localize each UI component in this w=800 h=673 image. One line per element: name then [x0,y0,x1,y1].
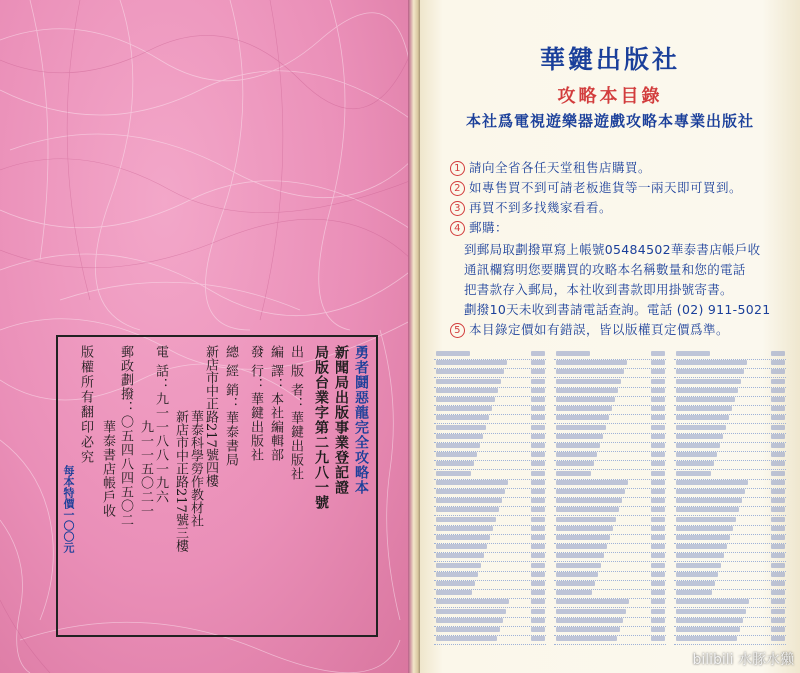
distributor-line: 總 經 銷：華泰書局 [223,345,238,468]
instruction-4: 4 郵購： [450,218,508,236]
agency-name: 華泰科學勞作教材社 [188,410,203,527]
license-number: 局版台業字第二九八一號 [313,345,329,510]
distributor-address: 新店市中正路217號四樓 [203,345,218,487]
issuer-line: 發 行：華鍵出版社 [248,345,263,463]
editor-line: 編 譯：本社編輯部 [268,345,283,463]
publisher-line: 出 版 者：華鍵出版社 [288,345,303,482]
catalog-column-1 [434,350,546,645]
instruction-3: 3 再買不到多找幾家看看。 [450,198,612,216]
mail-order-line-1: 到郵局取劃撥單寫上帳號05484502華泰書店帳戶收 [464,242,761,257]
price-line: 每本特價一〇〇元 [62,465,75,553]
phone-line-2: 九一一五〇二一 [138,420,153,518]
mail-order-line-2: 通訊欄寫明您要購買的攻略本名稱數量和您的電話 [464,262,746,277]
catalog-subtitle: 本社爲電視遊樂器遊戲攻略本專業出版社 [465,112,754,130]
watermark: bilibili 水豚水獭 [692,652,794,668]
registration-line: 新聞局出版事業登記證 [333,345,349,495]
book-title: 勇者鬪惡龍完全攻略本 [353,345,369,495]
mail-order-line-4: 劃撥10天未收到書請電話查詢。電話 (02) 911-5021 [464,302,771,317]
phone-line: 電 話：九一一八八一九六 [153,345,168,505]
agency-address: 新店市中正路217號三樓 [173,410,188,552]
instruction-2: 2 如專售買不到可請老板進貨等一兩天即可買到。 [450,178,742,196]
postal-transfer-line: 郵政劃撥：〇五四八四五〇二 [118,345,133,527]
catalog-entry [434,635,546,645]
instruction-1: 1 請向全省各任天堂租售店購買。 [450,158,651,176]
catalog-title: 攻略本目錄 [557,86,663,107]
account-holder: 華泰書店帳戶收 [100,420,115,518]
publisher-title: 華鍵出版社 [539,45,680,74]
catalog-entry [674,635,786,645]
catalog-column-2 [554,350,666,645]
catalog-column-3 [674,350,786,645]
mail-order-line-3: 把書款存入郵局，本社收到書款即用掛號寄書。 [464,282,733,297]
catalog-entry [554,635,666,645]
copyright-notice: 版權所有翻印必究 [78,345,93,465]
right-page [420,0,800,673]
instruction-5: 5 本目錄定價如有錯誤，皆以版權頁定價爲準。 [450,320,729,338]
